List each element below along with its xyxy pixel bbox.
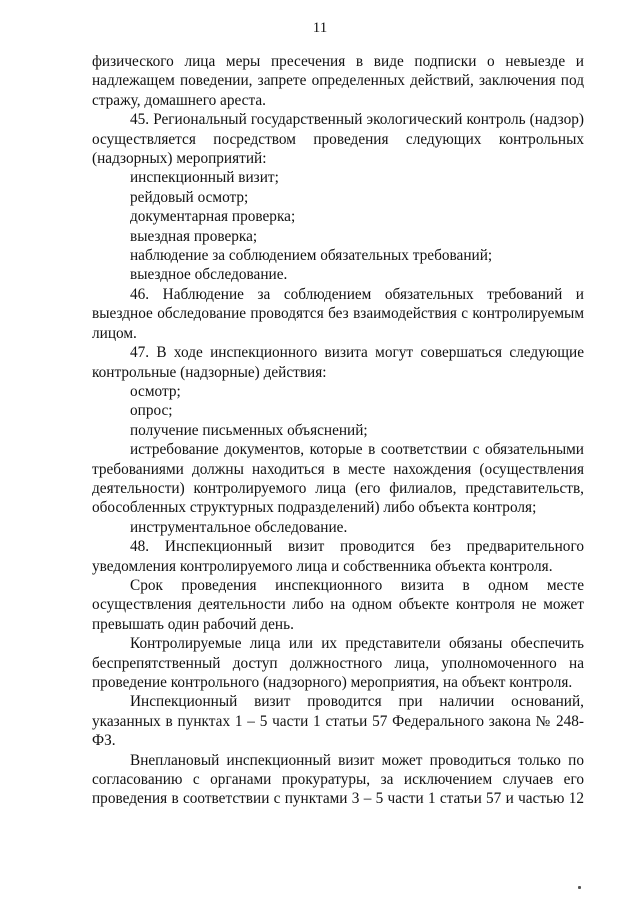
list-item-survey: опрос; [130,402,173,420]
list-item-documentary-check: документарная проверка; [130,208,296,226]
page-number: 11 [312,20,328,36]
list-item-examination: осмотр; [130,382,181,400]
paragraph-46: 46. Наблюдение за соблюдением обязательных требований и выездное обследование проводятся без взаимодействия с контролируемым лицом. [92,285,584,342]
paragraph-unscheduled-visit: Внеплановый инспекционный визит может проводиться только по согласованию с органами прокуратуры, за исключением случаев его проведения в соответствии с пунктами 3 – 5 части 1 статьи 57 и частью 12 [92,751,584,808]
document-body [92,52,584,809]
paragraph-continuation: физического лица меры пресечения в виде подписки о невыезде и надлежащем поведении, запрете определенных действий, заключения под стражу, домашнего ареста. [92,53,584,109]
paragraph-visit-grounds: Инспекционный визит проводится при наличии оснований, указанных в пунктах 1 – 5 части 1 статьи 57 Федерального закона № 248-ФЗ. [92,693,584,750]
list-item-compliance-monitoring: наблюдение за соблюдением обязательных требований; [130,247,493,265]
paragraph-access-obligation: Контролируемые лица или их представители обязаны обеспечить беспрепятственный доступ должностного лица, уполномоченного на проведение контрольного (надзорного) мероприятия, на объект контроля. [92,635,584,691]
paragraph-48: 48. Инспекционный визит проводится без предварительного уведомления контролируемого лица и собственника объекта контроля. [92,538,584,575]
list-item-instrumental-survey: инструментальное обследование. [130,518,348,536]
scan-artifact [578,886,581,889]
list-item-inspection-visit: инспекционный визит; [130,169,279,187]
paragraph-45: 45. Региональный государственный экологический контроль (надзор) осуществляется посредством проведения следующих контрольных (надзорных) мероприятий: [92,111,584,168]
paragraph-47: 47. В ходе инспекционного визита могут совершаться следующие контрольные (надзорные) действия: [92,344,584,381]
list-item-document-request: истребование документов, которые в соответствии с обязательными требованиями должны находиться в месте нахождения (осуществления деятельности) контролируемого лица (его филиалов, представительств, обособленных структурных подразделений) либо объекта контроля; [92,441,584,517]
list-item-written-explanations: получение письменных объяснений; [130,421,368,439]
list-item-field-check: выездная проверка; [130,227,258,245]
list-item-raid-inspection: рейдовый осмотр; [130,188,249,206]
paragraph-visit-duration: Срок проведения инспекционного визита в одном месте осуществления деятельности либо на одном объекте контроля не может превышать один рабочий день. [92,576,584,633]
list-item-field-survey: выездное обследование. [130,266,288,284]
